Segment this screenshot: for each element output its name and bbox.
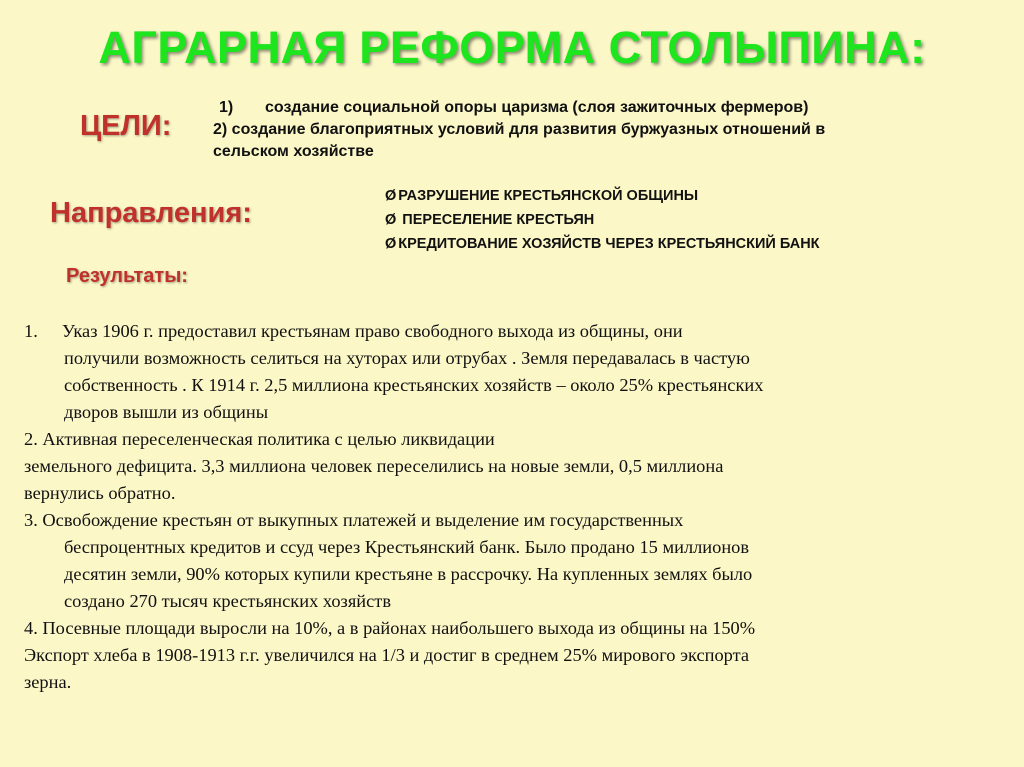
- goal-item-2-line-2: сельском хозяйстве: [213, 143, 374, 160]
- goal-item-1: [213, 97, 1003, 119]
- direction-item-text: ПЕРЕСЕЛЕНИЕ КРЕСТЬЯН: [398, 212, 595, 228]
- result-3-line-4: создано 270 тысяч крестьянских хозяйств: [64, 591, 391, 611]
- direction-item: [385, 184, 1005, 208]
- result-2-line-2: земельного дефицита. 3,3 миллиона человек переселились на новые земли, 0,5 миллиона: [24, 456, 724, 476]
- result-1-number: 1.: [24, 321, 38, 341]
- result-4-line-3: зерна.: [24, 672, 72, 692]
- goal-item-1-number: 1): [219, 99, 234, 116]
- result-2-line-3: вернулись обратно.: [24, 483, 176, 503]
- goal-item-1-text: создание социальной опоры царизма (слоя зажиточных фермеров): [265, 99, 809, 116]
- directions-label: Направления:: [50, 197, 252, 229]
- directions-list: [385, 184, 1005, 256]
- results-label: Результаты:: [66, 265, 188, 287]
- goals-label: ЦЕЛИ:: [80, 110, 172, 142]
- direction-item-text: КРЕДИТОВАНИЕ ХОЗЯЙСТВ ЧЕРЕЗ КРЕСТЬЯНСКИЙ БАНК: [398, 236, 820, 252]
- result-1-text: Указ 1906 г. предоставил крестьянам право свободного выхода из общины, они: [62, 321, 683, 341]
- goal-item-2-line-1: 2) создание благоприятных условий для развития буржуазных отношений в: [213, 121, 826, 138]
- result-3-line-3: десятин земли, 90% которых купили крестьяне в рассрочку. На купленных землях было: [64, 564, 753, 584]
- result-1-line-4: дворов вышли из общины: [64, 402, 269, 422]
- result-4-line-1: 4. Посевные площади выросли на 10%, а в районах наибольшего выхода из общины на 150%: [24, 618, 756, 638]
- slide-title: АГРАРНАЯ РЕФОРМА СТОЛЫПИНА:: [98, 22, 926, 73]
- arrow-bullet-icon: Ø: [385, 188, 397, 204]
- result-4-line-2: Экспорт хлеба в 1908-1913 г.г. увеличился на 1/3 и достиг в среднем 25% мирового экспорта: [24, 645, 750, 665]
- goals-list: [213, 97, 1003, 163]
- direction-item: [385, 208, 1005, 232]
- arrow-bullet-icon: Ø: [385, 236, 397, 252]
- result-1-line-1: [24, 318, 1014, 345]
- result-3-line-1: 3. Освобождение крестьян от выкупных платежей и выделение им государственных: [24, 510, 684, 530]
- result-1-line-2: получили возможность селиться на хуторах или отрубах . Земля передавалась в частую: [64, 348, 750, 368]
- results-text: [24, 318, 1014, 696]
- direction-item-text: РАЗРУШЕНИЕ КРЕСТЬЯНСКОЙ ОБЩИНЫ: [398, 188, 699, 204]
- result-2-line-1: 2. Активная переселенческая политика с целью ликвидации: [24, 429, 495, 449]
- result-1-line-3: собственность . К 1914 г. 2,5 миллиона крестьянских хозяйств – около 25% крестьянских: [64, 375, 764, 395]
- result-3-line-2: беспроцентных кредитов и ссуд через Крестьянский банк. Было продано 15 миллионов: [64, 537, 750, 557]
- arrow-bullet-icon: Ø: [385, 212, 397, 228]
- direction-item: [385, 232, 1005, 256]
